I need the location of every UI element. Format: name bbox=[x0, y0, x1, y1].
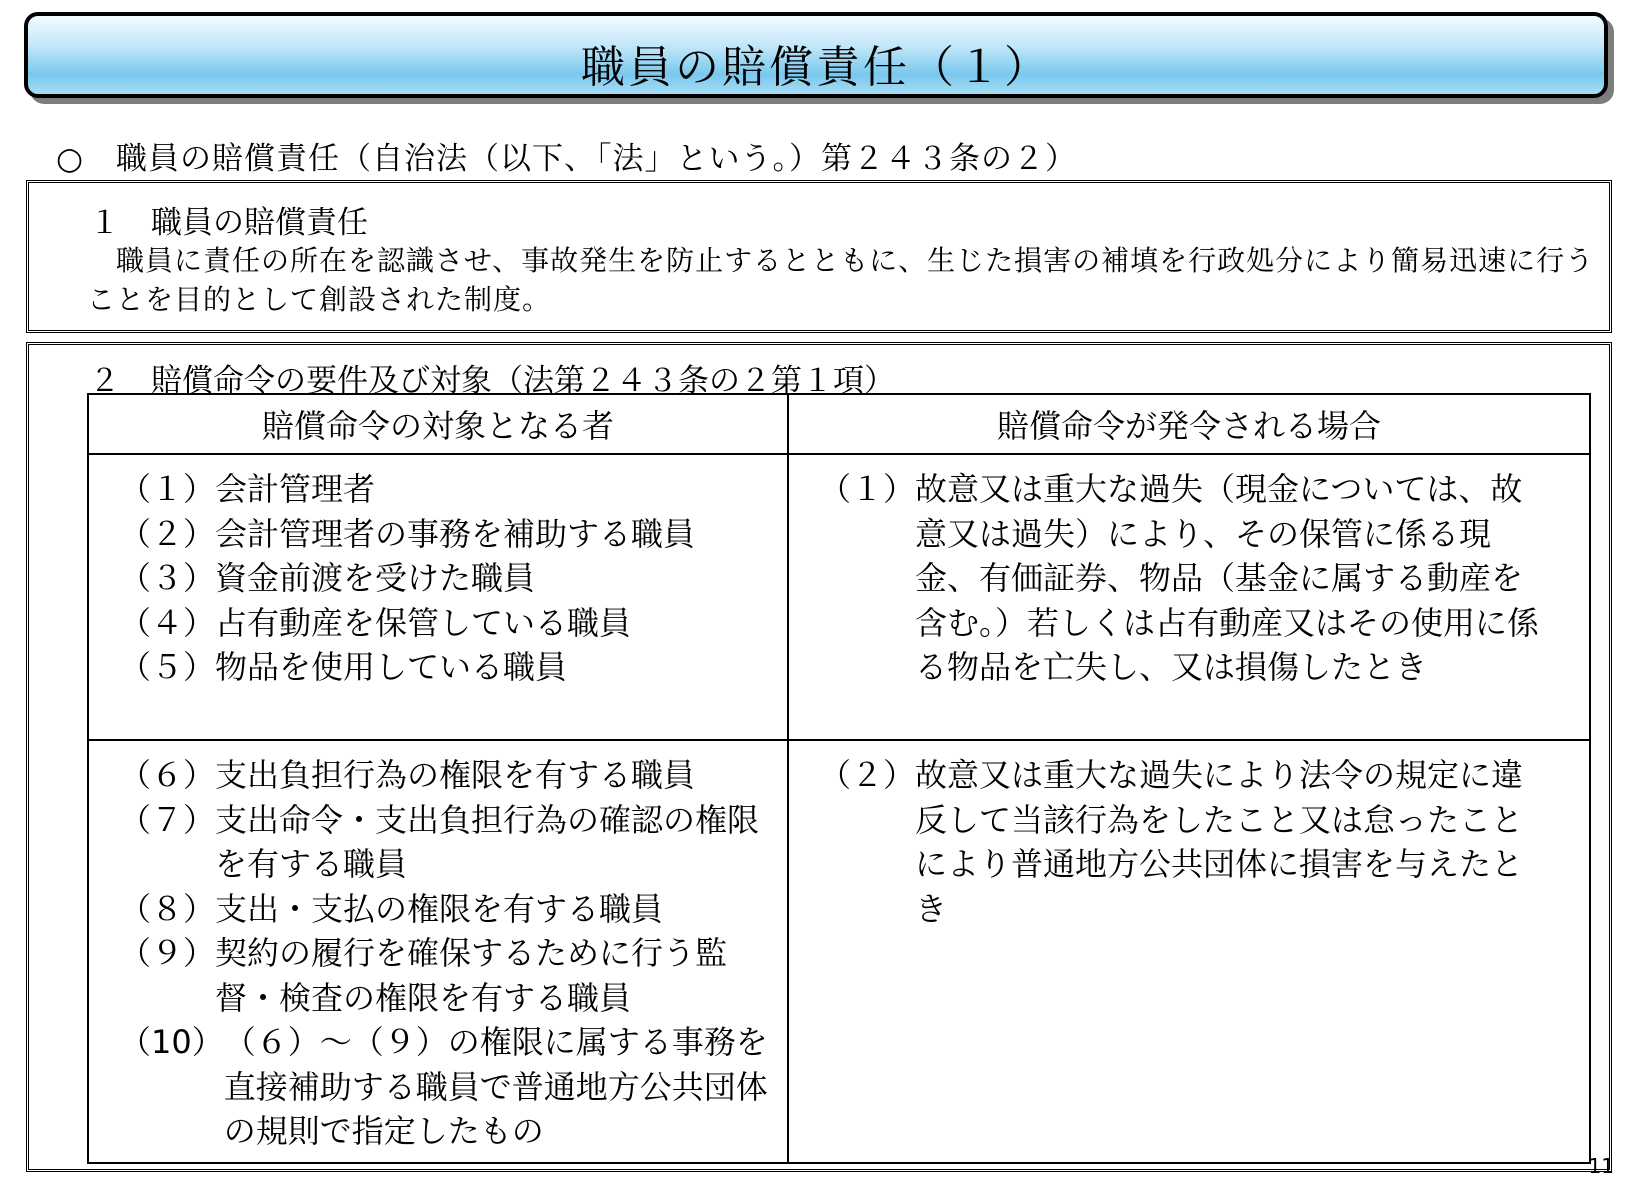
list-item bbox=[119, 645, 787, 690]
list-item bbox=[119, 1020, 787, 1154]
item-number: （４） bbox=[119, 603, 216, 642]
purpose-box bbox=[26, 180, 1612, 333]
item-text: 物品を使用している職員 bbox=[215, 648, 568, 686]
page-number: 11 bbox=[1588, 1154, 1614, 1178]
item-number: （２） bbox=[119, 514, 216, 553]
list-item bbox=[119, 753, 787, 798]
purpose-heading: １ 職員の賠償責任 bbox=[89, 205, 368, 241]
item-number: （１） bbox=[819, 470, 916, 508]
item-number: （７） bbox=[119, 800, 216, 839]
page-title: 職員の賠償責任（１） bbox=[581, 42, 1051, 93]
header-cases: 賠償命令が発令される場合 bbox=[788, 394, 1590, 454]
requirements-box bbox=[26, 342, 1612, 1172]
item-text: 占有動産を保管している職員 bbox=[215, 603, 632, 642]
list-item bbox=[119, 556, 787, 601]
item-text: （６）～（９）の権限に属する事務を直接補助する職員で普通地方公共団体の規則で指定したもの bbox=[223, 1023, 768, 1150]
item-number: （５） bbox=[119, 648, 216, 686]
requirements-heading: ２ 賠償命令の要件及び対象（法第２４３条の２第１項） bbox=[89, 363, 895, 399]
table-header-row bbox=[88, 394, 1590, 454]
item-text: 支出・支払の権限を有する職員 bbox=[215, 889, 664, 928]
item-text: 支出命令・支出負担行為の確認の権限を有する職員 bbox=[215, 800, 760, 883]
item-number: （６） bbox=[119, 756, 216, 794]
persons-cell bbox=[88, 740, 788, 1163]
item-number: （10） bbox=[119, 1023, 224, 1061]
list-item bbox=[119, 467, 787, 512]
table-row bbox=[88, 454, 1590, 740]
item-number: （２） bbox=[819, 756, 916, 794]
item-number: （１） bbox=[119, 470, 216, 508]
item-number: （９） bbox=[119, 934, 216, 972]
section-heading: ○ 職員の賠償責任（自治法（以下、「法」という。）第２４３条の２） bbox=[56, 141, 1078, 177]
case-cell bbox=[788, 454, 1590, 740]
list-item bbox=[119, 512, 787, 557]
case-cell bbox=[788, 740, 1590, 1163]
item-text: 故意又は重大な過失により法令の規定に違反して当該行為をしたこと又は怠ったことにより普通地方公共団体に損害を与えたとき bbox=[915, 756, 1524, 928]
title-banner bbox=[24, 12, 1608, 98]
list-item bbox=[819, 753, 1549, 931]
item-text: 契約の履行を確保するために行う監督・検査の権限を有する職員 bbox=[215, 934, 728, 1017]
item-text: 支出負担行為の権限を有する職員 bbox=[215, 756, 696, 794]
item-number: （３） bbox=[119, 559, 216, 597]
item-text: 会計管理者の事務を補助する職員 bbox=[215, 514, 696, 553]
list-item bbox=[119, 601, 787, 646]
table-row bbox=[88, 740, 1590, 1163]
list-item bbox=[119, 887, 787, 932]
requirements-table bbox=[87, 393, 1591, 1164]
item-number: （８） bbox=[119, 889, 216, 928]
header-persons: 賠償命令の対象となる者 bbox=[88, 394, 788, 454]
item-text: 資金前渡を受けた職員 bbox=[215, 559, 536, 597]
list-item bbox=[119, 798, 787, 887]
persons-cell bbox=[88, 454, 788, 740]
item-text: 会計管理者 bbox=[215, 470, 376, 508]
purpose-body: 職員に責任の所在を認識させ、事故発生を防止するとともに、生じた損害の補填を行政処分により簡易迅速に行うことを目的として創設された制度。 bbox=[87, 244, 1595, 316]
list-item bbox=[819, 467, 1549, 690]
item-text: 故意又は重大な過失（現金については、故意又は過失）により、その保管に係る現金、有価証券、物品（基金に属する動産を含む。）若しくは占有動産又はその使用に係る物品を亡失し、又は損傷したとき bbox=[915, 470, 1540, 686]
list-item bbox=[119, 931, 787, 1020]
